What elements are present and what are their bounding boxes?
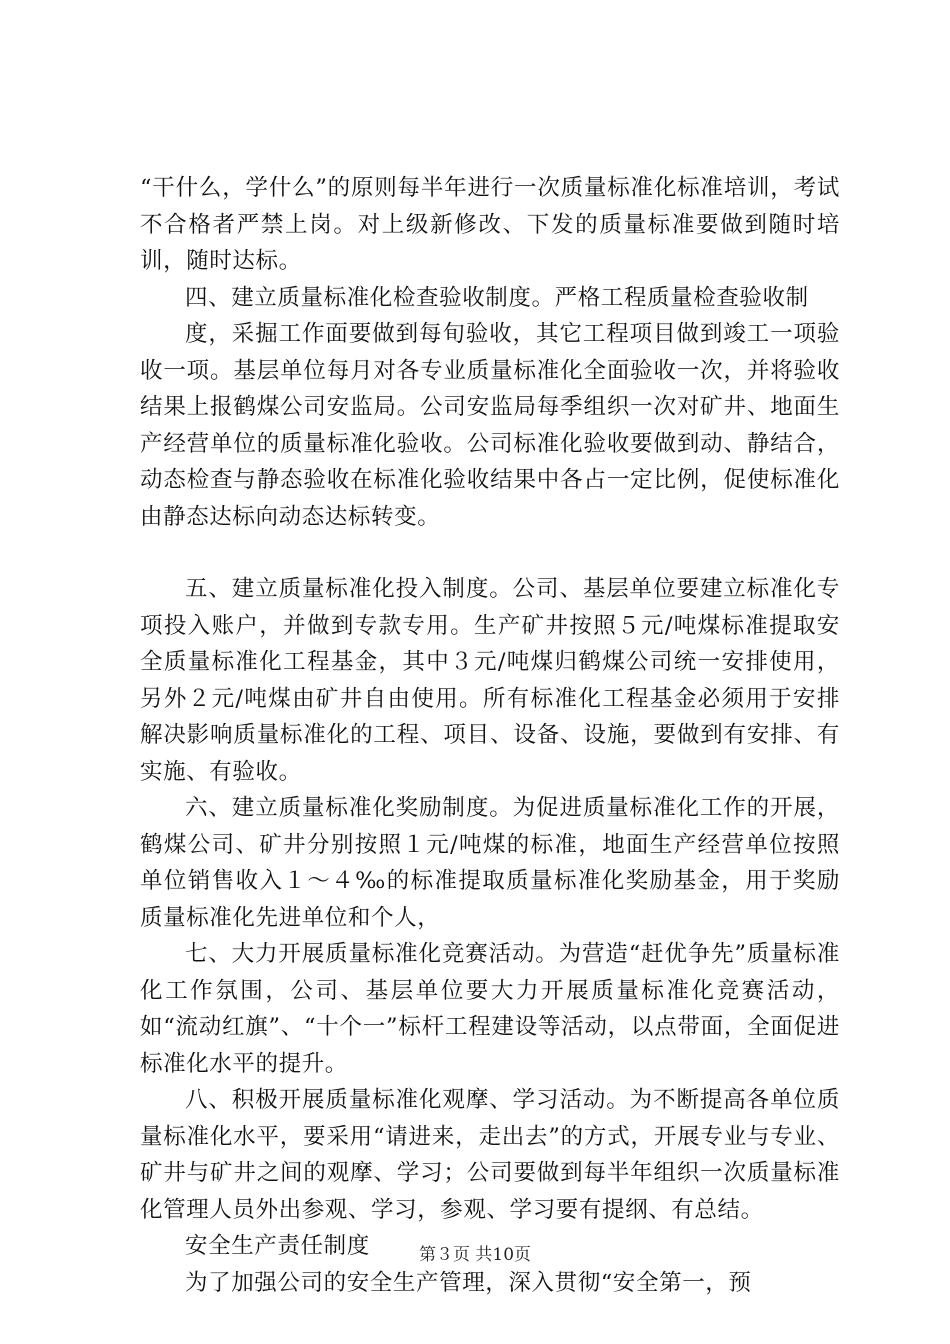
paragraph-observation: 八、积极开展质量标准化观摩、学习活动。为不断提高各单位质量标准化水平，要采用“请进来，走出去”的方式，开展专业与专业、矿井与矿井之间的观摩、学习；公司要做到每半年组织一次质量标准化管理人员外出参观、学习，参观、学习要有提纲、有总结。: [140, 1087, 840, 1223]
paragraph-training-continued: “干什么，学什么”的原则每半年进行一次质量标准化标准培训，考试不合格者严禁上岗。对上级新修改、下发的质量标准要做到随时培训，随时达标。: [140, 175, 840, 274]
paragraph-investment: 五、建立质量标准化投入制度。公司、基层单位要建立标准化专项投入账户，并做到专款专用。生产矿井按照５元/吨煤标准提取安全质量标准化工程基金，其中３元/吨煤归鹤煤公司统一安排使用，另外２元/吨煤由矿井自由使用。所有标准化工程基金必须用于安排解决影响质量标准化的工程、项目、设备、设施，要做到有安排、有实施、有验收。: [140, 576, 840, 785]
section-title-safety: 安全生产责任制度: [185, 1233, 370, 1259]
paragraph-inspection-heading: 四、建立质量标准化检查验收制度。严格工程质量检查验收制: [185, 284, 809, 311]
paragraph-reward: 六、建立质量标准化奖励制度。为促进质量标准化工作的开展，鹤煤公司、矿井分别按照１元/吨煤的标准，地面生产经营单位按照单位销售收入１～４‰的标准提取质量标准化奖励基金，用于奖励质量标准化先进单位和个人，: [140, 795, 840, 931]
page-footer: 第３页 共10页: [418, 1245, 532, 1265]
paragraph-competition: 七、大力开展质量标准化竞赛活动。为营造“赶优争先”质量标准化工作氛围，公司、基层单位要大力开展质量标准化竞赛活动，如“流动红旗”、“十个一”标杆工程建设等活动，以点带面，全面促进标准化水平的提升。: [140, 941, 840, 1077]
paragraph-inspection-body: 度，采掘工作面要做到每旬验收，其它工程项目做到竣工一项验收一项。基层单位每月对各专业质量标准化全面验收一次，并将验收结果上报鹤煤公司安监局。公司安监局每季组织一次对矿井、地面生产经营单位的质量标准化验收。公司标准化验收要做到动、静结合，动态检查与静态验收在标准化验收结果中各占一定比例，促使标准化由静态达标向动态达标转变。: [140, 321, 840, 530]
paragraph-safety-intro: 为了加强公司的安全生产管理，深入贯彻“安全第一，预: [185, 1269, 752, 1296]
document-body: [140, 170, 840, 1301]
